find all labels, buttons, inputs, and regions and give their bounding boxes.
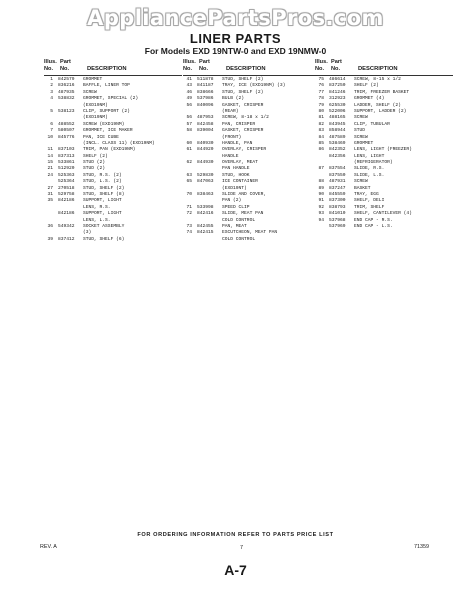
part-description: STUD, SHELF (2) xyxy=(83,185,125,191)
part-description: STUD, SHELF (8) xyxy=(83,192,125,198)
document-code: 71359 xyxy=(414,544,429,550)
illus-number: 6 xyxy=(50,121,53,127)
illus-number: 56 xyxy=(186,102,192,108)
part-description: (EXD19NT) xyxy=(222,185,247,191)
part-number: 525364 xyxy=(58,179,75,185)
part-number: 538469 xyxy=(329,140,346,146)
part-description: SHELF, DELI xyxy=(354,198,385,204)
illus-number: 87 xyxy=(318,166,324,172)
parts-column-1 xyxy=(44,60,182,243)
part-number: 845776 xyxy=(58,134,75,140)
part-description: TRAY, EGG xyxy=(354,192,379,198)
part-number: 538123 xyxy=(58,108,75,114)
table-row xyxy=(183,237,321,243)
part-number: 270518 xyxy=(58,185,75,191)
part-description: END CAP - R.S. xyxy=(354,217,393,223)
illus-number: 60 xyxy=(186,140,192,146)
part-number: 838463 xyxy=(197,192,214,198)
part-description: PAN, MEAT xyxy=(222,223,247,229)
part-number: 625530 xyxy=(329,102,346,108)
part-number: 837554 xyxy=(329,166,346,172)
part-number: 533998 xyxy=(197,204,214,210)
part-number: 538832 xyxy=(58,96,75,102)
illus-number: 85 xyxy=(318,140,324,146)
part-description: GROMMET (4) xyxy=(354,96,385,102)
illus-number: 3 xyxy=(50,89,53,95)
part-description: GROMMET, SPECIAL (2) xyxy=(83,96,139,102)
part-description: SCREW, 8-18 x 1/2 xyxy=(222,115,269,121)
part-number: 842455 xyxy=(197,223,214,229)
part-number: 843945 xyxy=(329,121,346,127)
illus-number: 90 xyxy=(318,192,324,198)
part-description: PAN HANDLE xyxy=(222,166,250,172)
part-description: STUD (2) xyxy=(83,160,106,166)
part-number: 842458 xyxy=(197,121,214,127)
part-description: PAN, CRISPER xyxy=(222,121,256,127)
part-number: 837247 xyxy=(329,185,346,191)
parts-column-3 xyxy=(315,60,453,230)
part-description: HANDLE, PAN xyxy=(222,140,253,146)
illus-number: 21 xyxy=(47,166,53,172)
illus-number: 91 xyxy=(318,198,324,204)
part-number: 844930 xyxy=(197,160,214,166)
part-number: 837313 xyxy=(58,153,75,159)
table-row xyxy=(44,237,182,243)
part-number: 312923 xyxy=(329,96,346,102)
part-description: BAFFLE, LINER TOP xyxy=(83,83,130,89)
part-description: PAN (2) xyxy=(222,198,242,204)
illus-number: 5 xyxy=(50,108,53,114)
column-header xyxy=(44,60,182,75)
part-description: GROMMET xyxy=(354,140,374,146)
header-illus: Illus. xyxy=(183,59,196,65)
part-description: SCREW xyxy=(354,134,368,140)
footer-mark: 7 xyxy=(240,545,243,551)
part-description: (REFRIGERATOR) xyxy=(354,160,393,166)
part-description: SHELF (2) xyxy=(354,83,379,89)
part-number: 537969 xyxy=(329,223,346,229)
part-description: STUD, SHELF (6) xyxy=(83,236,125,242)
part-description: TRIM, PAN (EXD19NM) xyxy=(83,147,136,153)
illus-number: 75 xyxy=(318,77,324,82)
part-description: PAN, ICE CUBE xyxy=(83,134,119,140)
part-number: 858944 xyxy=(329,128,346,134)
header-rule xyxy=(44,75,182,76)
part-description: SCREW xyxy=(354,115,368,121)
part-number: 842356 xyxy=(329,153,346,159)
part-description: (FRONT) xyxy=(222,134,242,140)
part-number: 533861 xyxy=(58,160,75,166)
part-description: LENS, R.S. xyxy=(83,204,111,210)
illus-number: 88 xyxy=(318,179,324,185)
column-header xyxy=(315,60,453,75)
part-description: SUPPORT, LADDER (2) xyxy=(354,108,407,114)
illus-number: 43 xyxy=(186,83,192,89)
illus-number: 61 xyxy=(186,147,192,153)
part-number: 842186 xyxy=(58,198,75,204)
header-part-no: No. xyxy=(60,66,70,72)
page-title: LINER PARTS xyxy=(189,31,282,46)
part-description: CLIP, SUPPORT (2) xyxy=(83,108,130,114)
illus-number: 7 xyxy=(50,128,53,134)
part-number: 487589 xyxy=(329,134,346,140)
part-description: COLD CONTROL xyxy=(222,217,256,223)
part-number: 838666 xyxy=(197,89,214,95)
illus-number: 1 xyxy=(50,77,53,82)
illus-number: 4 xyxy=(50,96,53,102)
part-description: OVERLAY, CRISPER xyxy=(222,147,267,153)
header-part: Part xyxy=(199,59,210,65)
illus-number: 81 xyxy=(318,115,324,121)
part-number: 836216 xyxy=(58,83,75,89)
illus-number: 73 xyxy=(186,223,192,229)
parts-column-2 xyxy=(183,60,321,243)
illus-number: 89 xyxy=(318,185,324,191)
illus-number: 77 xyxy=(318,89,324,95)
table-row xyxy=(315,224,453,230)
part-description: GASKET, CRISPER xyxy=(222,128,264,134)
part-description: STUD, SHELF (2) xyxy=(222,89,264,95)
illus-number: 31 xyxy=(47,192,53,198)
part-description: SLIDE AND COVER, xyxy=(222,192,267,198)
header-illus-no: No. xyxy=(44,66,54,72)
part-number: 842415 xyxy=(197,230,214,236)
revision-label: REV. A xyxy=(40,544,57,550)
part-number: 525363 xyxy=(58,172,75,178)
illus-number: 76 xyxy=(318,83,324,89)
part-number: 837300 xyxy=(329,198,346,204)
header-illus: Illus. xyxy=(44,59,57,65)
part-number: 845559 xyxy=(329,192,346,198)
illus-number: 72 xyxy=(186,211,192,217)
part-description: GROMMET xyxy=(83,77,103,82)
part-description: SPEED CLIP xyxy=(222,204,250,210)
header-part: Part xyxy=(331,59,342,65)
part-description: (INCL. CLASS 11) (EXD19NM) xyxy=(83,140,155,146)
illus-number: 80 xyxy=(318,108,324,114)
illus-number: 62 xyxy=(186,160,192,166)
part-description: TRAY, ICE (EXD19NM) (3) xyxy=(222,83,286,89)
part-description: BULB (2) xyxy=(222,96,245,102)
part-description: SCREW xyxy=(83,89,97,95)
illus-number: 58 xyxy=(186,128,192,134)
illus-number: 65 xyxy=(186,179,192,185)
part-description: STUD (2) xyxy=(83,166,106,172)
part-description: ICE CONTAINER xyxy=(222,179,258,185)
part-description: SOCKET ASSEMBLY xyxy=(83,223,125,229)
part-description: SLIDE, R.S. xyxy=(354,166,385,172)
part-description: SUPPORT, LIGHT xyxy=(83,211,122,217)
page-number: A-7 xyxy=(224,562,247,578)
illus-number: 57 xyxy=(186,121,192,127)
part-number: 838793 xyxy=(329,204,346,210)
part-number: 844920 xyxy=(197,147,214,153)
header-illus: Illus. xyxy=(315,59,328,65)
illus-number: 10 xyxy=(47,134,53,140)
part-description: GASKET, CRISPER xyxy=(222,102,264,108)
part-number: 837103 xyxy=(58,147,75,153)
illus-number: 71 xyxy=(186,204,192,210)
part-description: SLIDE, L.S. xyxy=(354,172,385,178)
header-description: DESCRIPTION xyxy=(87,66,127,72)
part-number: 529758 xyxy=(58,192,75,198)
header-part-no: No. xyxy=(199,66,209,72)
part-number: 837250 xyxy=(329,83,346,89)
illus-number: 24 xyxy=(47,172,53,178)
part-number: 837412 xyxy=(58,236,75,242)
part-number: 842186 xyxy=(58,211,75,217)
part-number: 537986 xyxy=(197,96,214,102)
illus-number: 14 xyxy=(47,153,53,159)
part-number: 522006 xyxy=(329,108,346,114)
part-number: 842352 xyxy=(329,147,346,153)
header-part: Part xyxy=(60,59,71,65)
part-description: SHELF, CANTILEVER (4) xyxy=(354,211,412,217)
part-description: (EXD19NM) xyxy=(83,102,108,108)
illus-number: 46 xyxy=(186,89,192,95)
illus-number: 84 xyxy=(318,134,324,140)
part-description: HANDLE xyxy=(222,153,239,159)
part-description: STUD, L.S. (2) xyxy=(83,179,122,185)
part-number: 837550 xyxy=(329,172,346,178)
part-description: LADDER, SHELF (2) xyxy=(354,102,401,108)
part-number: 537968 xyxy=(329,217,346,223)
part-number: 549342 xyxy=(58,223,75,229)
part-number: 488552 xyxy=(58,121,75,127)
part-number: 842579 xyxy=(58,77,75,82)
part-description: (EXD19NM) xyxy=(83,115,108,121)
illus-number: 15 xyxy=(47,160,53,166)
part-description: STUD xyxy=(354,128,366,134)
part-description: SCREW (EXD19NM) xyxy=(83,121,125,127)
page-subtitle: For Models EXD 19NTW-0 and EXD 19NMW-0 xyxy=(144,46,327,56)
part-number: 511878 xyxy=(197,77,214,82)
part-number: 512920 xyxy=(58,166,75,172)
part-number: 842416 xyxy=(197,211,214,217)
illus-number: 74 xyxy=(186,230,192,236)
part-description: SLIDE, MEAT PAN xyxy=(222,211,264,217)
part-number: 487953 xyxy=(197,115,214,121)
part-description: COLD CONTROL xyxy=(222,236,256,242)
part-description: END CAP - L.S. xyxy=(354,223,393,229)
part-number: 580507 xyxy=(58,128,75,134)
illus-number: 27 xyxy=(47,185,53,191)
part-description: LENS, LIGHT (FREEZER) xyxy=(354,147,412,153)
part-number: 839004 xyxy=(197,128,214,134)
illus-number: 83 xyxy=(318,128,324,134)
part-description: (3) xyxy=(83,230,92,236)
watermark: AppliancePartsPros.com xyxy=(87,6,384,30)
part-description: TRIM, FREEZER BASKET xyxy=(354,89,410,95)
part-number: 840930 xyxy=(197,140,214,146)
illus-number: 82 xyxy=(318,121,324,127)
ordering-notice: FOR ORDERING INFORMATION REFER TO PARTS PRICE LIST xyxy=(137,532,334,538)
illus-number: 79 xyxy=(318,102,324,108)
part-number: 486614 xyxy=(329,77,346,82)
header-description: DESCRIPTION xyxy=(358,66,398,72)
column-header xyxy=(183,60,321,75)
part-number: 841187 xyxy=(197,83,214,89)
header-illus-no: No. xyxy=(183,66,193,72)
illus-number: 11 xyxy=(47,147,53,153)
illus-number: 49 xyxy=(186,96,192,102)
part-description: STUD, HOOK xyxy=(222,172,250,178)
part-number: 529830 xyxy=(197,172,214,178)
part-number: 847063 xyxy=(197,179,214,185)
part-number: 487935 xyxy=(58,89,75,95)
part-description: (REAR) xyxy=(222,108,239,114)
illus-number: 93 xyxy=(318,211,324,217)
part-description: BASKET xyxy=(354,185,371,191)
part-description: SHELF (2) xyxy=(83,153,108,159)
part-description: STUD, SHELF (2) xyxy=(222,77,264,82)
illus-number: 70 xyxy=(186,192,192,198)
part-description: OVERLAY, MEAT xyxy=(222,160,258,166)
illus-number: 36 xyxy=(47,223,53,229)
part-description: STUD, R.S. (2) xyxy=(83,172,122,178)
header-description: DESCRIPTION xyxy=(226,66,266,72)
part-description: TRIM, SHELF xyxy=(354,204,385,210)
illus-number: 39 xyxy=(47,236,53,242)
part-number: 841010 xyxy=(329,211,346,217)
part-number: 841246 xyxy=(329,89,346,95)
illus-number: 78 xyxy=(318,96,324,102)
part-description: ESCUTCHEON, MEAT PAN xyxy=(222,230,278,236)
part-description: GROMMET, ICE MAKER xyxy=(83,128,133,134)
illus-number: 56 xyxy=(186,115,192,121)
header-part-no: No. xyxy=(331,66,341,72)
header-illus-no: No. xyxy=(315,66,325,72)
part-number: 840096 xyxy=(197,102,214,108)
illus-number: 63 xyxy=(186,172,192,178)
part-description: SCREW xyxy=(354,179,368,185)
part-number: 487931 xyxy=(329,179,346,185)
part-description: SUPPORT, LIGHT xyxy=(83,198,122,204)
part-description: CLIP, TUBULAR xyxy=(354,121,390,127)
part-description: SCREW, 8-15 x 1/2 xyxy=(354,77,401,82)
illus-number: 86 xyxy=(318,147,324,153)
illus-number: 35 xyxy=(47,198,53,204)
part-description: LENS, L.S. xyxy=(83,217,111,223)
part-number: 488165 xyxy=(329,115,346,121)
illus-number: 2 xyxy=(50,83,53,89)
illus-number: 92 xyxy=(318,204,324,210)
illus-number: 41 xyxy=(186,77,192,82)
illus-number: 94 xyxy=(318,217,324,223)
header-rule xyxy=(315,75,453,76)
header-rule xyxy=(183,75,321,76)
part-description: LENS, LIGHT xyxy=(354,153,385,159)
